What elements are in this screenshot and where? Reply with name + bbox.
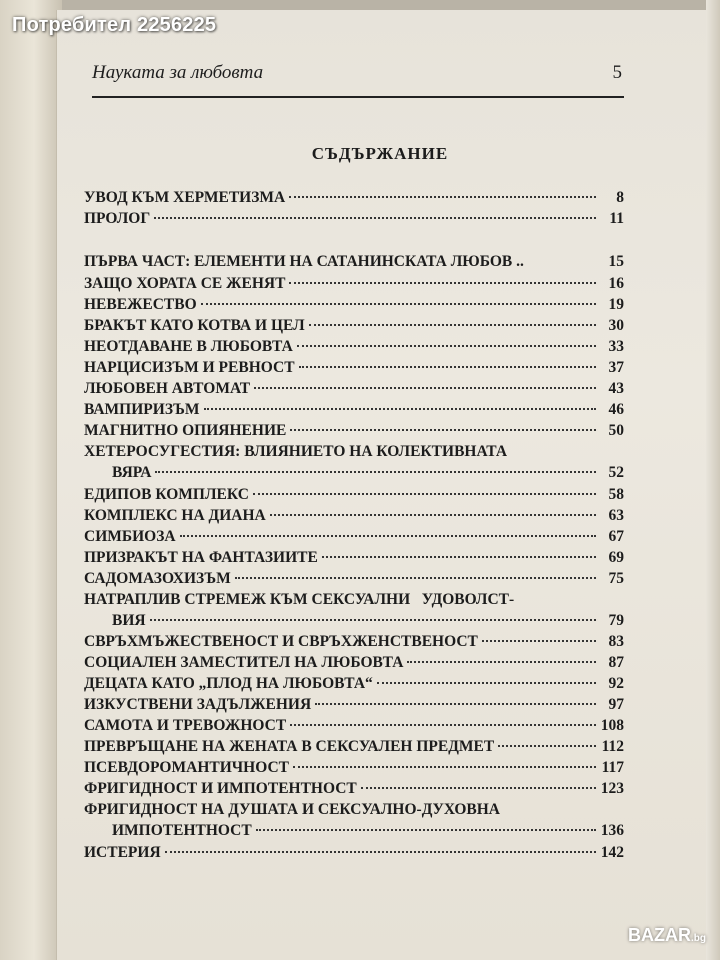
entry-title-cont: ИМПОТЕНТНОСТ	[112, 822, 252, 839]
leader-dots	[253, 493, 596, 495]
leader-dots	[180, 535, 596, 537]
entry-page: 19	[608, 296, 624, 313]
entry-page: 16	[608, 275, 624, 292]
entry-page: 92	[608, 675, 624, 692]
leader-dots	[289, 196, 596, 198]
toc-entry	[84, 316, 624, 336]
logo-domain: .bg	[691, 933, 706, 944]
site-logo	[628, 925, 706, 946]
entry-title: ЛЮБОВЕН АВТОМАТ	[84, 380, 251, 397]
entry-page: 50	[608, 422, 624, 439]
entry-page: 79	[608, 612, 624, 629]
entry-page: 87	[608, 654, 624, 671]
toc-entry	[84, 188, 624, 208]
entry-title: САМОТА И ТРЕВОЖНОСТ	[84, 717, 287, 734]
entry-title: ФРИГИДНОСТ НА ДУШАТА И СЕКСУАЛНО-ДУХОВНА	[84, 801, 500, 818]
running-header	[92, 62, 624, 98]
toc-entry	[84, 506, 624, 526]
entry-page: 83	[608, 633, 624, 650]
entry-page: 8	[616, 189, 624, 206]
entry-title: УВОД КЪМ ХЕРМЕТИЗМА	[84, 189, 286, 206]
entry-title: НАРЦИСИЗЪМ И РЕВНОСТ	[84, 359, 295, 376]
leader-dots	[315, 703, 596, 705]
entry-page: 63	[608, 507, 624, 524]
toc-entry	[84, 295, 624, 315]
toc-entry	[84, 358, 624, 378]
entry-page: 33	[608, 338, 624, 355]
entry-title: ПРИЗРАКЪТ НА ФАНТАЗИИТЕ	[84, 549, 318, 566]
entry-title-cont: ВИЯ	[112, 612, 146, 629]
toc-entry	[84, 674, 624, 694]
entry-title: БРАКЪТ КАТО КОТВА И ЦЕЛ	[84, 317, 305, 334]
entry-title-cont: ВЯРА	[112, 464, 152, 481]
toc-entry	[84, 400, 624, 420]
entry-page: 117	[601, 759, 624, 776]
leader-dots	[407, 661, 596, 663]
toc-entry	[84, 758, 624, 778]
leader-dots	[154, 217, 596, 219]
entry-page: 136	[600, 822, 624, 839]
toc-entry	[84, 337, 624, 357]
entry-page: 112	[601, 738, 624, 755]
toc-entry	[84, 569, 624, 589]
toc-entry	[84, 548, 624, 568]
toc-entry	[84, 421, 624, 441]
entry-title: ЗАЩО ХОРАТА СЕ ЖЕНЯТ	[84, 275, 286, 292]
toc-heading	[0, 144, 720, 164]
leader-dots	[377, 682, 596, 684]
entry-page: 58	[608, 486, 624, 503]
toc-entry	[112, 611, 624, 631]
toc-entry	[84, 695, 624, 715]
entry-page: 37	[608, 359, 624, 376]
toc-entry	[112, 463, 624, 483]
leader-dots	[297, 345, 596, 347]
entry-title: КОМПЛЕКС НА ДИАНА	[84, 507, 266, 524]
entry-title: ИСТЕРИЯ	[84, 844, 161, 861]
toc-entry	[84, 843, 624, 863]
leader-dots	[165, 851, 596, 853]
entry-title: МАГНИТНО ОПИЯНЕНИЕ	[84, 422, 287, 439]
entry-page: 75	[608, 570, 624, 587]
entry-title: ПРОЛОГ	[84, 210, 151, 227]
entry-title: ЕДИПОВ КОМПЛЕКС	[84, 486, 249, 503]
leader-dots	[235, 577, 596, 579]
page-number: 5	[612, 62, 622, 83]
entry-page: 46	[608, 401, 624, 418]
entry-title: СОЦИАЛЕН ЗАМЕСТИТЕЛ НА ЛЮБОВТА	[84, 654, 404, 671]
leader-dots	[498, 745, 596, 747]
toc-entry	[84, 737, 624, 757]
toc-entry	[84, 274, 624, 294]
entry-title: НАТРАПЛИВ СТРЕМЕЖ КЪМ СЕКСУАЛНИ УДОВОЛСТ-	[84, 591, 515, 608]
entry-title: СИМБИОЗА	[84, 528, 176, 545]
toc-entry	[84, 632, 624, 652]
entry-title: ПЪРВА ЧАСТ: ЕЛЕМЕНТИ НА САТАНИНСКАТА ЛЮБОВ ..	[84, 253, 524, 270]
entry-page: 11	[609, 210, 624, 227]
toc-entry	[84, 527, 624, 547]
entry-page: 43	[608, 380, 624, 397]
toc-entry	[84, 716, 624, 736]
entry-page: 123	[600, 780, 624, 797]
toc-heading-text: СЪДЪРЖАНИЕ	[311, 144, 449, 163]
entry-title: ПСЕВДОРОМАНТИЧНОСТ	[84, 759, 289, 776]
leader-dots	[155, 471, 596, 473]
entry-title: ХЕТЕРОСУГЕСТИЯ: ВЛИЯНИЕТО НА КОЛЕКТИВНАТА	[84, 443, 508, 460]
leader-dots	[201, 303, 596, 305]
leader-dots	[150, 619, 596, 621]
entry-title: СВРЪХМЪЖЕСТВЕНОСТ И СВРЪХЖЕНСТВЕНОСТ	[84, 633, 478, 650]
leader-dots	[289, 282, 596, 284]
entry-title: НЕВЕЖЕСТВО	[84, 296, 197, 313]
entry-title: САДОМАЗОХИЗЪМ	[84, 570, 231, 587]
entry-title: ИЗКУСТВЕНИ ЗАДЪЛЖЕНИЯ	[84, 696, 312, 713]
book-title: Науката за любовта	[92, 62, 264, 83]
entry-page: 142	[600, 844, 624, 861]
leader-dots	[270, 514, 596, 516]
entry-title: ФРИГИДНОСТ И ИМПОТЕНТНОСТ	[84, 780, 357, 797]
entry-page: 108	[600, 717, 624, 734]
leader-dots	[290, 724, 596, 726]
entry-title: ДЕЦАТА КАТО „ПЛОД НА ЛЮБОВТА“	[84, 675, 373, 692]
entry-title: ПРЕВРЪЩАНЕ НА ЖЕНАТА В СЕКСУАЛЕН ПРЕДМЕТ	[84, 738, 495, 755]
leader-dots	[361, 787, 596, 789]
leader-dots	[293, 766, 596, 768]
entry-page: 97	[608, 696, 624, 713]
toc-entry	[84, 209, 624, 229]
entry-title: ВАМПИРИЗЪМ	[84, 401, 200, 418]
leader-dots	[254, 387, 596, 389]
toc-entry	[84, 779, 624, 799]
toc-entry	[84, 485, 624, 505]
toc-entry	[84, 379, 624, 399]
leader-dots	[204, 408, 597, 410]
leader-dots	[482, 640, 596, 642]
entry-page: 69	[608, 549, 624, 566]
entry-page: 15	[608, 253, 624, 270]
leader-dots	[290, 429, 596, 431]
leader-dots	[309, 324, 596, 326]
logo-text: BAZAR	[628, 925, 691, 945]
toc-entry	[84, 653, 624, 673]
leader-dots	[322, 556, 596, 558]
leader-dots	[299, 366, 596, 368]
entry-page: 52	[608, 464, 624, 481]
leader-dots	[256, 829, 596, 831]
entry-page: 30	[608, 317, 624, 334]
user-watermark: Потребител 2256225	[12, 14, 217, 36]
toc-entry	[84, 252, 624, 272]
toc-entry	[112, 821, 624, 841]
entry-title: НЕОТДАВАНЕ В ЛЮБОВТА	[84, 338, 293, 355]
entry-page: 67	[608, 528, 624, 545]
